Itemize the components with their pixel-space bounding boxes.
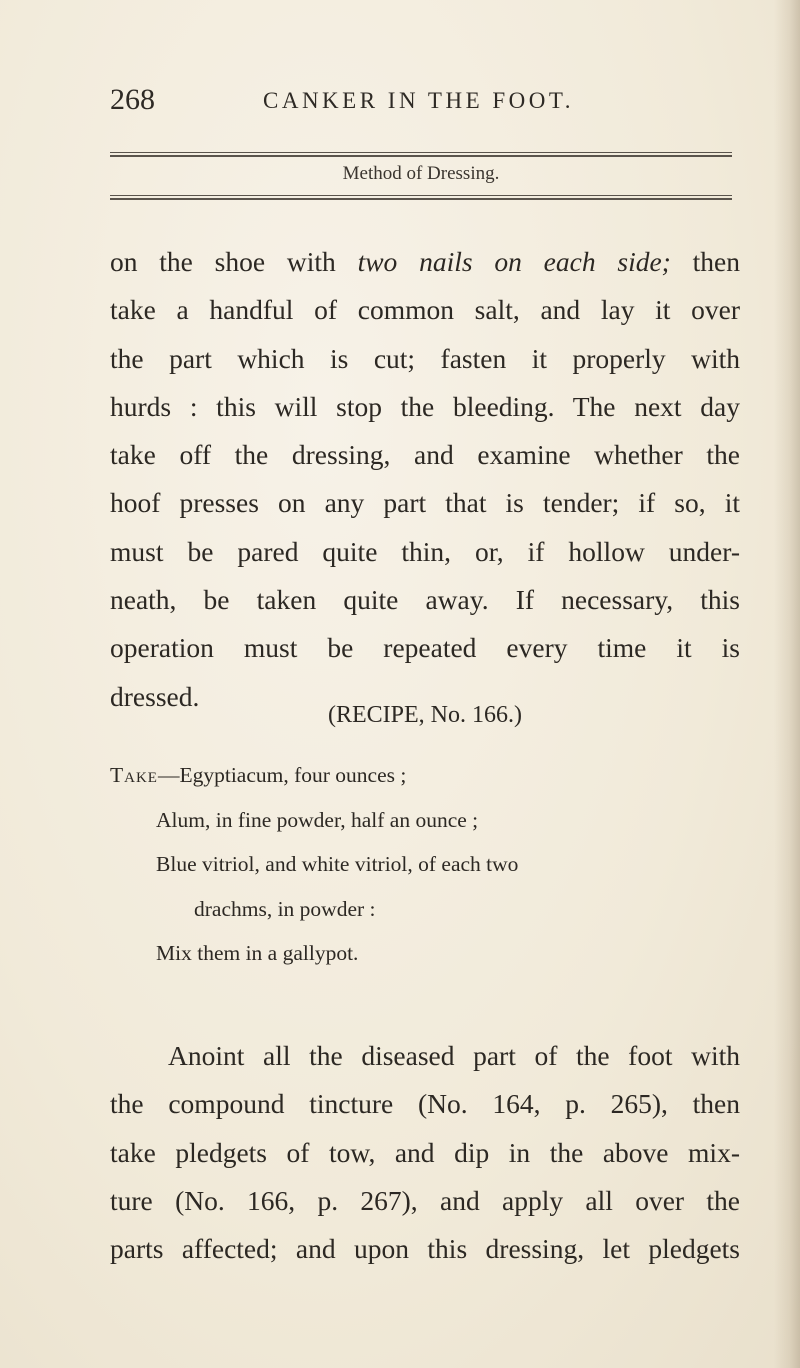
take-label: Take: [110, 763, 158, 787]
text-line: must be pared quite thin, or, if hollow under-: [110, 535, 740, 567]
text-line: neath, be taken quite away. If necessary, this: [110, 584, 740, 616]
page-edge-shadow: [774, 0, 800, 1368]
running-head: [110, 83, 760, 123]
paragraph-method: [110, 238, 740, 721]
text-line: take off the dressing, and examine whether the: [110, 439, 740, 471]
header-rule-top-thick: [110, 155, 732, 157]
header-rule-top: [110, 152, 732, 153]
ingredient-line: Alum, in fine powder, half an ounce ;: [156, 807, 479, 832]
text-line: Anoint all the diseased part of the foot with: [168, 1040, 740, 1071]
ingredient-line: Take—Egyptiacum, four ounces ;: [110, 763, 407, 787]
header-rule-bottom: [110, 195, 732, 196]
text-line: the part which is cut; fasten it properly with: [110, 342, 740, 374]
ingredient-line: drachms, in powder :: [194, 896, 376, 921]
text-line: hoof presses on any part that is tender; if so, it: [110, 487, 740, 519]
text-line: ture (No. 166, p. 267), and apply all over the: [110, 1184, 740, 1216]
text-line: take pledgets of tow, and dip in the above mix-: [110, 1136, 740, 1168]
text-line: dressed.: [110, 680, 200, 712]
page-number: 268: [110, 83, 155, 116]
section-heading: Method of Dressing.: [342, 163, 500, 184]
text-line: take a handful of common salt, and lay it over: [110, 294, 740, 326]
text-line: operation must be repeated every time it is: [110, 632, 740, 664]
paragraph-anoint: [110, 1032, 740, 1273]
recipe-ingredients: [110, 753, 740, 976]
emphasis-text: two nails on each side;: [357, 246, 671, 277]
text-line: hurds : this will stop the bleeding. The next day: [110, 390, 740, 422]
header-rule-bottom-thick: [110, 198, 732, 200]
ingredient-line: Mix them in a gallypot.: [156, 941, 359, 966]
recipe-title: (RECIPE, No. 166.): [328, 702, 522, 728]
text-line: parts affected; and upon this dressing, let pledgets: [110, 1233, 740, 1265]
text-line: the compound tincture (No. 164, p. 265), then: [110, 1088, 740, 1120]
text-line: on the shoe with two nails on each side; then: [110, 246, 740, 277]
running-title: CANKER IN THE FOOT.: [263, 88, 574, 113]
ingredient-line: Blue vitriol, and white vitriol, of each two: [156, 852, 519, 877]
